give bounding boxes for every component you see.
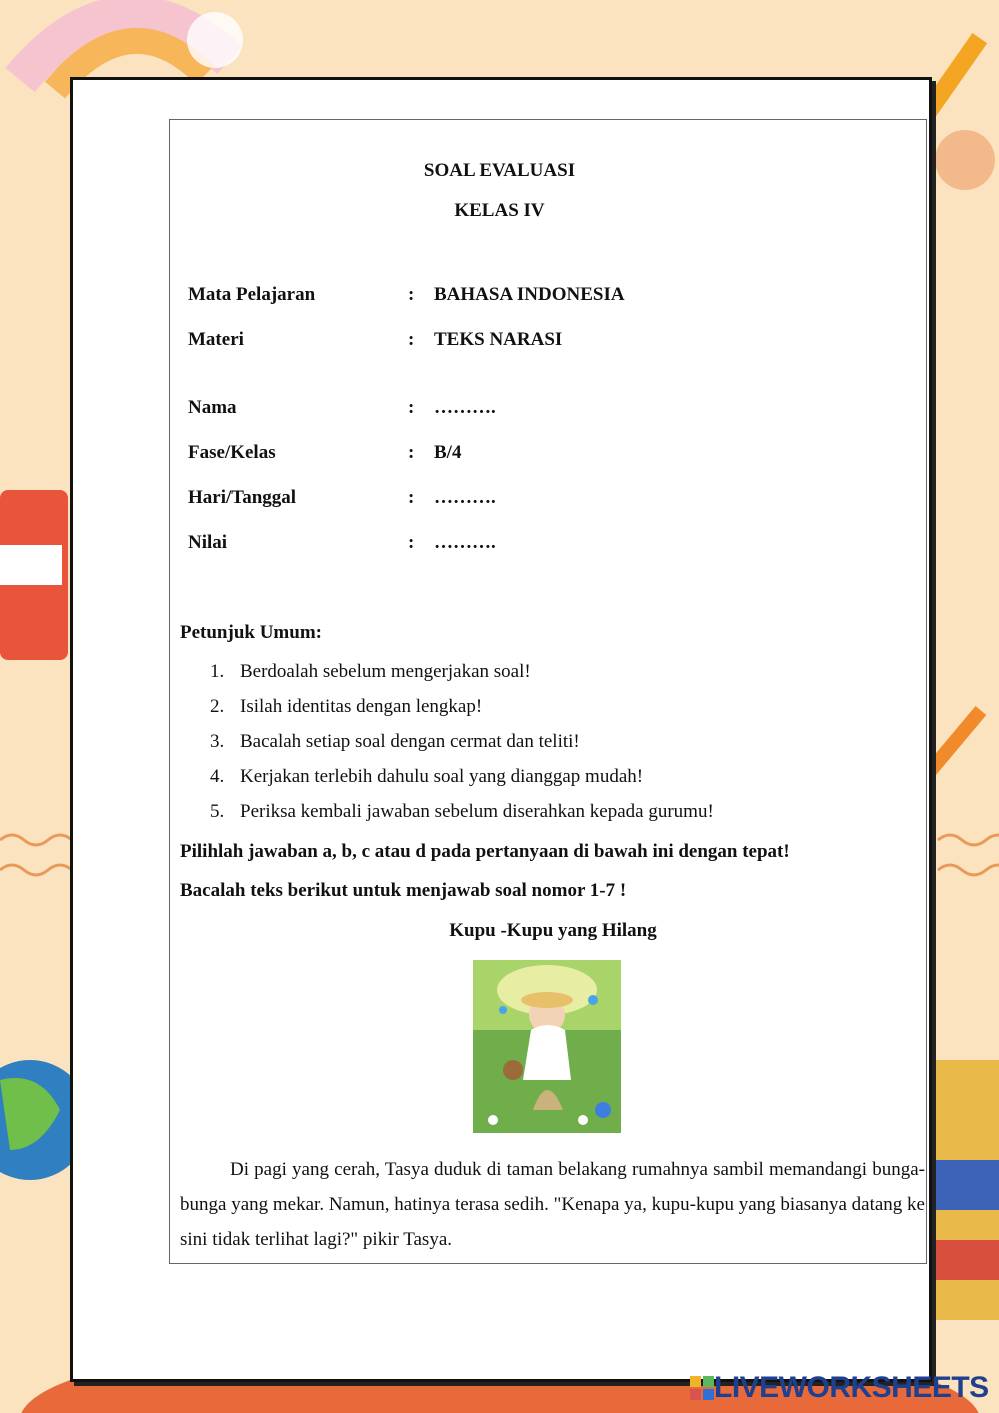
meta-colon: : [408, 442, 415, 463]
list-item [210, 661, 531, 683]
class-label: KELAS IV [454, 200, 545, 221]
list-number: 2. [210, 696, 225, 717]
choose-directions: Pilihlah jawaban a, b, c atau d pada pertanyaan di bawah ini dengan tepat! [180, 841, 790, 862]
list-text: Bacalah setiap soal dengan cermat dan teliti! [240, 731, 580, 752]
list-number: 4. [210, 766, 225, 787]
logo-text: LIVEWORKSHEETS [714, 1371, 989, 1404]
instructions-heading: Petunjuk Umum: [180, 622, 322, 643]
meta-value: BAHASA INDONESIA [434, 284, 625, 305]
logo-icon [690, 1376, 714, 1400]
story-paragraph: Di pagi yang cerah, Tasya duduk di taman belakang rumahnya sambil memandangi bunga-bunga yang mekar. Namun, hatinya terasa sedih. "Kenapa ya, kupu-kupu yang biasanya datang ke sini tidak terlihat lagi?" pikir Tasya. [180, 1159, 925, 1250]
list-item [210, 766, 643, 788]
meta-value: TEKS NARASI [434, 329, 563, 350]
list-item [210, 731, 580, 753]
meta-label: Hari/Tanggal [188, 487, 297, 508]
story-illustration [473, 960, 621, 1133]
story-title: Kupu -Kupu yang Hilang [449, 920, 657, 941]
liveworksheets-logo[interactable] [690, 1370, 989, 1406]
list-text: Berdoalah sebelum mengerjakan soal! [240, 661, 531, 682]
list-text: Isilah identitas dengan lengkap! [240, 696, 483, 717]
date-field[interactable]: ………. [434, 487, 496, 508]
meta-colon: : [408, 397, 415, 418]
name-field[interactable]: ………. [434, 397, 496, 418]
page-title: SOAL EVALUASI [423, 160, 576, 181]
meta-label: Mata Pelajaran [188, 284, 316, 305]
meta-colon: : [408, 487, 415, 508]
meta-value: B/4 [434, 442, 462, 463]
list-text: Kerjakan terlebih dahulu soal yang dianggap mudah! [240, 766, 644, 787]
meta-colon: : [408, 329, 415, 350]
meta-label: Materi [188, 329, 244, 350]
list-number: 3. [210, 731, 225, 752]
score-field[interactable]: ………. [434, 532, 496, 553]
list-item [210, 696, 482, 718]
meta-colon: : [408, 284, 415, 305]
meta-colon: : [408, 532, 415, 553]
list-number: 5. [210, 801, 225, 822]
meta-label: Nilai [188, 532, 228, 553]
list-item [210, 801, 714, 823]
meta-label: Fase/Kelas [188, 442, 276, 463]
read-directions: Bacalah teks berikut untuk menjawab soal nomor 1-7 ! [180, 880, 627, 901]
meta-label: Nama [188, 397, 237, 418]
list-number: 1. [210, 661, 225, 682]
list-text: Periksa kembali jawaban sebelum diserahkan kepada gurumu! [240, 801, 714, 822]
